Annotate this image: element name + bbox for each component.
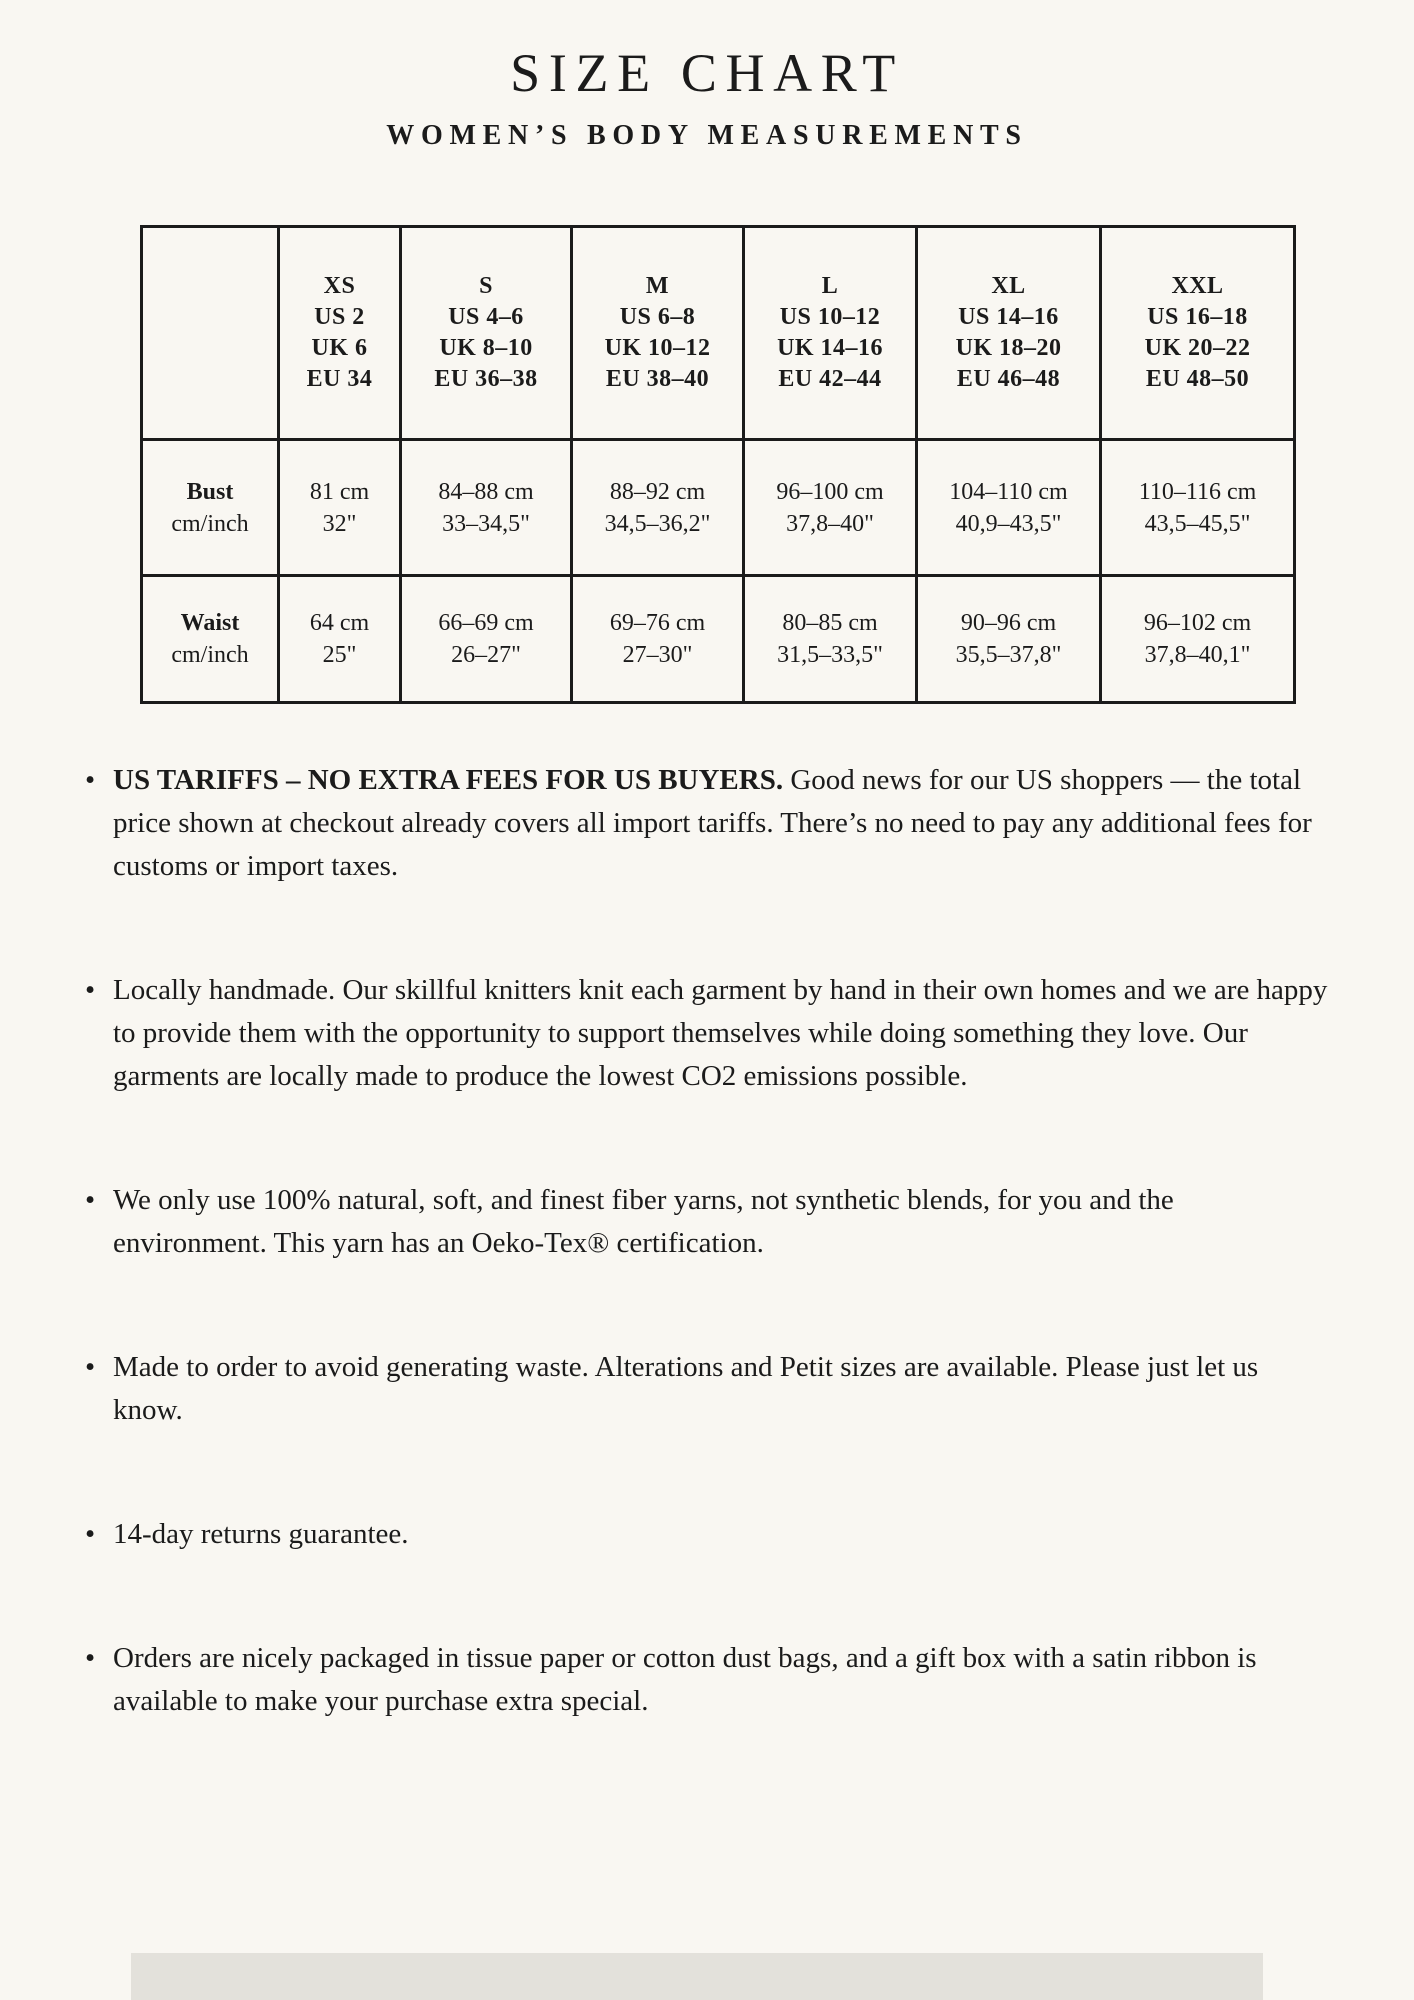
size-header-line: UK 20–22 bbox=[1144, 335, 1251, 361]
measurement-cm: 96–102 cm bbox=[1143, 610, 1252, 636]
bullet-item bbox=[113, 1346, 1328, 1432]
bullet-item bbox=[113, 759, 1328, 888]
size-column-header bbox=[279, 227, 401, 440]
bullet-item bbox=[113, 1637, 1328, 1723]
measurement-inch: 27–30" bbox=[622, 642, 693, 668]
measurement-cell bbox=[1101, 440, 1295, 576]
size-header-line: US 16–18 bbox=[1147, 304, 1248, 330]
size-header-line: EU 34 bbox=[306, 366, 373, 392]
measure-name: Bust bbox=[186, 478, 234, 505]
bullet-item bbox=[113, 1513, 1328, 1556]
measurement-cm: 84–88 cm bbox=[438, 478, 534, 505]
measurement-cm: 96–100 cm bbox=[776, 478, 884, 505]
measurement-cell bbox=[917, 576, 1101, 703]
size-header-line: M bbox=[645, 273, 670, 299]
bullet-body-text: Good news for our US shoppers — the total price shown at checkout already covers all import tariffs. There’s no need to pay any additional fees for customs or import taxes. bbox=[113, 764, 1312, 882]
size-column-header bbox=[744, 227, 917, 440]
size-header-line: UK 10–12 bbox=[604, 335, 711, 361]
size-header-line: XXL bbox=[1171, 273, 1224, 299]
size-header-line: EU 38–40 bbox=[605, 366, 710, 392]
size-column-header bbox=[1101, 227, 1295, 440]
size-header-line: UK 18–20 bbox=[955, 335, 1062, 361]
measure-label-cell bbox=[142, 440, 279, 576]
page-subtitle: WOMEN’S BODY MEASUREMENTS bbox=[386, 120, 1028, 151]
bullet-body-text: Made to order to avoid generating waste. Alterations and Petit sizes are available. Please just let us know. bbox=[113, 1351, 1259, 1426]
measurement-cm: 66–69 cm bbox=[438, 610, 534, 636]
measurement-inch: 40,9–43,5" bbox=[955, 510, 1062, 537]
measurement-cm: 104–110 cm bbox=[949, 478, 1068, 505]
measurement-cm: 69–76 cm bbox=[609, 610, 706, 636]
bullet-body-text: Orders are nicely packaged in tissue paper or cotton dust bags, and a gift box with a satin ribbon is available to make your purchase extra special. bbox=[113, 1642, 1257, 1717]
size-column-header bbox=[917, 227, 1101, 440]
size-header-line: US 2 bbox=[314, 304, 365, 330]
size-header-line: XS bbox=[323, 273, 356, 299]
page-title: SIZE CHART bbox=[510, 43, 904, 103]
measurement-inch: 31,5–33,5" bbox=[777, 642, 883, 668]
measurement-row bbox=[142, 576, 1295, 703]
size-header-line: EU 48–50 bbox=[1145, 366, 1250, 392]
measurement-inch: 37,8–40" bbox=[786, 510, 874, 537]
measurement-cell bbox=[279, 440, 401, 576]
measurement-cell bbox=[1101, 576, 1295, 703]
size-header-line: L bbox=[821, 273, 839, 299]
bullet-item bbox=[113, 1179, 1328, 1265]
bullet-list bbox=[0, 759, 1330, 1723]
size-header-line: S bbox=[479, 273, 493, 299]
measurement-cm: 88–92 cm bbox=[609, 478, 706, 505]
size-header-line: UK 14–16 bbox=[777, 335, 883, 361]
bullet-body-text: Locally handmade. Our skillful knitters knit each garment by hand in their own homes and we are happy to provide them with the opportunity to support themselves while doing something they love. Our garments are locally made to produce the lowest CO2 emissions possible. bbox=[113, 974, 1328, 1092]
footer-image-strip bbox=[131, 1953, 1263, 2000]
size-header-line: UK 6 bbox=[311, 335, 368, 361]
measurement-cm: 80–85 cm bbox=[782, 610, 878, 636]
measure-name: Waist bbox=[180, 610, 240, 636]
size-header-line: US 4–6 bbox=[448, 304, 524, 330]
corner-cell bbox=[142, 227, 279, 440]
size-chart-header bbox=[142, 227, 1295, 440]
measurement-cm: 110–116 cm bbox=[1138, 478, 1257, 505]
size-header-line: UK 8–10 bbox=[439, 335, 533, 361]
bullet-item bbox=[113, 969, 1328, 1098]
size-chart-table bbox=[140, 225, 1296, 704]
measure-unit: cm/inch bbox=[171, 510, 249, 537]
size-column-header bbox=[572, 227, 744, 440]
bullet-body-text: We only use 100% natural, soft, and finest fiber yarns, not synthetic blends, for you and the environment. This yarn has an Oeko-Tex® certification. bbox=[113, 1184, 1174, 1259]
measurement-cell bbox=[572, 440, 744, 576]
measurement-cell bbox=[401, 440, 572, 576]
measurement-cell bbox=[401, 576, 572, 703]
size-chart-header-row bbox=[142, 227, 1295, 440]
measurement-cm: 64 cm bbox=[309, 610, 370, 636]
size-header-line: XL bbox=[991, 273, 1026, 299]
measurement-cell bbox=[744, 576, 917, 703]
bullet-body-text: 14-day returns guarantee. bbox=[113, 1518, 409, 1550]
measurement-inch: 33–34,5" bbox=[442, 510, 530, 537]
measurement-inch: 35,5–37,8" bbox=[955, 642, 1062, 668]
bullet-lead-text: US TARIFFS – NO EXTRA FEES FOR US BUYERS. bbox=[113, 764, 784, 796]
measurement-inch: 43,5–45,5" bbox=[1144, 510, 1251, 537]
measure-label-cell bbox=[142, 576, 279, 703]
measurement-cm: 90–96 cm bbox=[960, 610, 1057, 636]
size-header-line: US 14–16 bbox=[958, 304, 1059, 330]
measurement-inch: 25" bbox=[322, 642, 357, 668]
measurement-inch: 34,5–36,2" bbox=[604, 510, 711, 537]
size-header-line: EU 42–44 bbox=[778, 366, 882, 392]
measurement-row bbox=[142, 440, 1295, 576]
measurement-cell bbox=[917, 440, 1101, 576]
measure-unit: cm/inch bbox=[171, 642, 249, 668]
measurement-cell bbox=[572, 576, 744, 703]
measurement-cm: 81 cm bbox=[309, 478, 370, 505]
size-chart-body bbox=[142, 440, 1295, 703]
measurement-inch: 32" bbox=[322, 510, 357, 537]
size-column-header bbox=[401, 227, 572, 440]
size-header-line: EU 36–38 bbox=[434, 366, 538, 392]
size-header-line: US 10–12 bbox=[779, 304, 881, 330]
size-header-line: EU 46–48 bbox=[956, 366, 1061, 392]
measurement-cell bbox=[744, 440, 917, 576]
measurement-cell bbox=[279, 576, 401, 703]
measurement-inch: 37,8–40,1" bbox=[1144, 642, 1251, 668]
measurement-inch: 26–27" bbox=[451, 642, 521, 668]
size-header-line: US 6–8 bbox=[619, 304, 696, 330]
